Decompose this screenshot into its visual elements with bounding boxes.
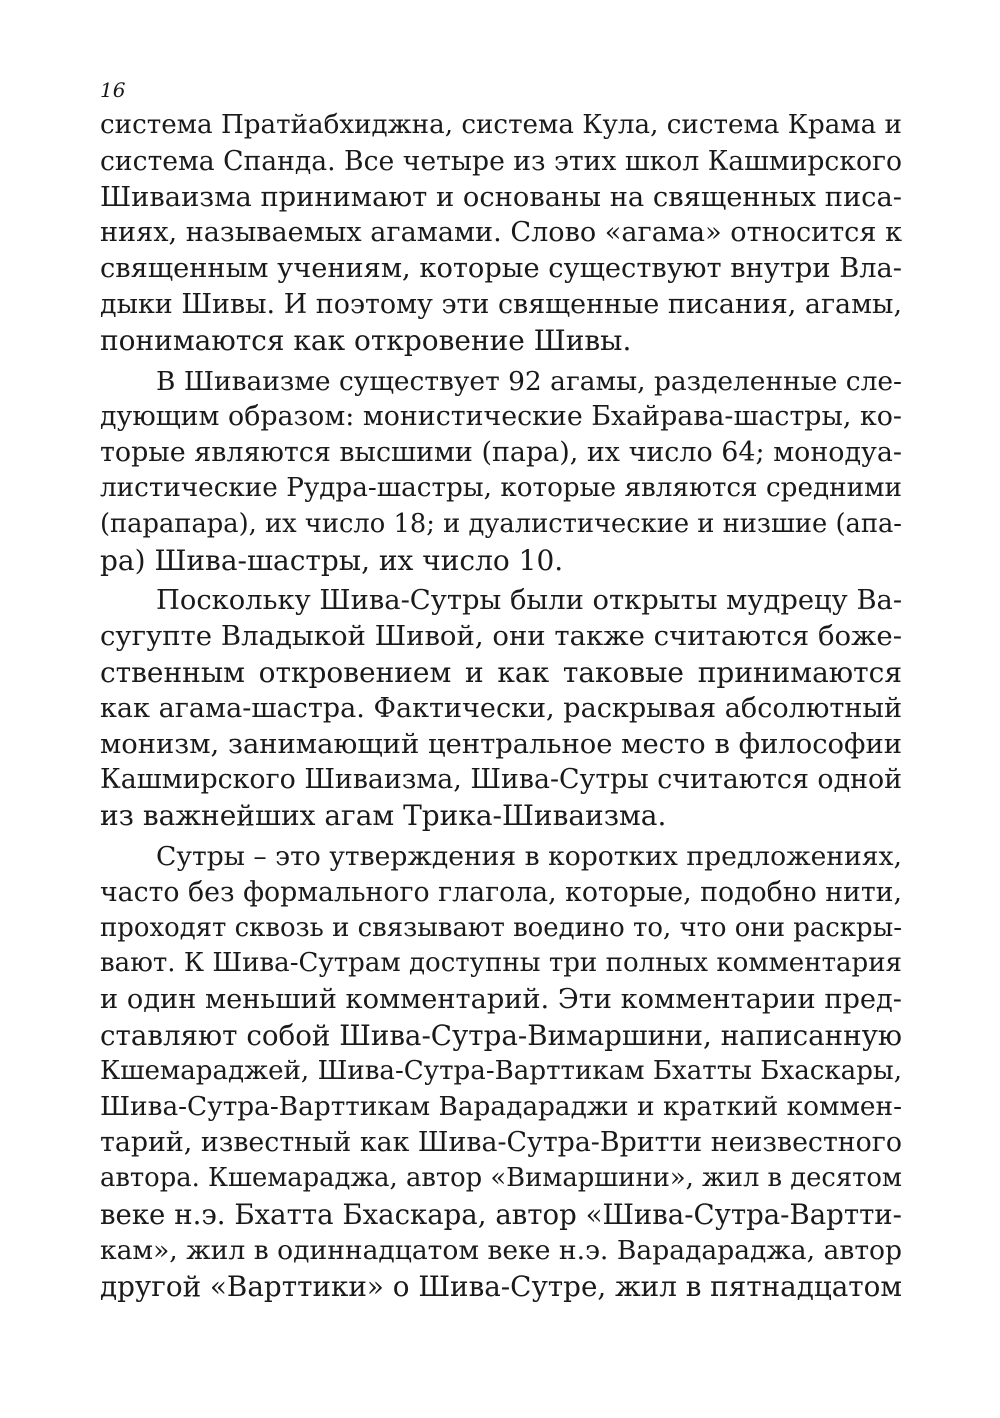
text-line: Сутры – это утверждения в коротких предложениях, xyxy=(156,840,902,872)
text-line: листические Рудра-шастры, которые являются средними xyxy=(100,472,902,503)
text-line: ра) Шива-шастры, их число 10. xyxy=(100,543,564,577)
text-line: дыки Шивы. И поэтому эти священные писания, агамы, xyxy=(100,288,902,320)
text-line: торые являются высшими (пара), их число 64; монодуа- xyxy=(100,437,902,469)
text-line: Кшемараджей, Шива-Сутра-Варттикам Бхатты Бхаскары, xyxy=(100,1055,902,1086)
text-line: В Шиваизме существует 92 агамы, разделенные сле- xyxy=(156,365,902,397)
text-line: тарий, известный как Шива-Сутра-Вритти неизвестного xyxy=(100,1127,902,1159)
text-line: часто без формального глагола, которые, подобно нити, xyxy=(100,876,902,908)
text-line: проходят сквозь и связывают воедино то, что они раскры- xyxy=(100,912,902,943)
paragraph xyxy=(100,364,902,579)
text-line: ственным откровением и как таковые принимаются xyxy=(100,655,902,689)
text-line: (парапара), их число 18; и дуалистические и низшие (апа- xyxy=(100,508,902,539)
text-line: из важнейших агам Трика-Шиваизма. xyxy=(100,799,667,833)
text-line: автора. Кшемараджа, автор «Вимаршини», жил в десятом xyxy=(100,1163,902,1194)
text-line: Шиваизма принимают и основаны на священных писа- xyxy=(100,181,902,213)
paragraph xyxy=(100,839,902,1304)
body-text xyxy=(100,108,902,1304)
book-page xyxy=(100,72,902,1309)
text-line: Поскольку Шива-Сутры были открыты мудрецу Ва- xyxy=(156,585,903,617)
text-line: сугупте Владыкой Шивой, они также считаются боже- xyxy=(100,620,902,653)
text-line: и один меньший комментарий. Эти комментарии пред- xyxy=(100,984,902,1016)
paragraph xyxy=(100,583,902,834)
text-line: другой «Варттики» о Шива-Сутре, жил в пятнадцатом xyxy=(100,1269,903,1303)
text-line: Шива-Сутра-Варттикам Варадараджи и краткий коммен- xyxy=(100,1091,902,1122)
text-line: Кашмирского Шиваизма, Шива-Сутры считаются одной xyxy=(100,764,902,796)
page-number: 16 xyxy=(100,78,126,102)
text-line: ниях, называемых агамами. Слово «агама» относится к xyxy=(100,217,902,249)
text-line: как агама-шастра. Фактически, раскрывая абсолютный xyxy=(100,692,902,724)
text-line: система Пратйабхиджна, система Кула, система Крама и xyxy=(100,110,902,140)
text-line: священным учениям, которые существуют внутри Вла- xyxy=(100,253,902,285)
text-line: вают. К Шива-Сутрам доступны три полных комментария xyxy=(100,948,902,979)
text-line: система Спанда. Все четыре из этих школ Кашмирского xyxy=(100,145,902,177)
text-line: понимаются как откровение Шивы. xyxy=(100,323,632,357)
text-line: монизм, занимающий центральное место в философии xyxy=(100,728,902,760)
paragraph xyxy=(100,108,902,359)
text-line: кам», жил в одиннадцатом веке н.э. Варадараджа, автор xyxy=(100,1234,902,1266)
text-line: дующим образом: монистические Бхайрава-шастры, ко- xyxy=(100,401,902,433)
text-line: ставляют собой Шива-Сутра-Вимаршини, написанную xyxy=(100,1018,902,1052)
text-line: веке н.э. Бхатта Бхаскара, автор «Шива-Сутра-Вартти- xyxy=(100,1197,902,1231)
